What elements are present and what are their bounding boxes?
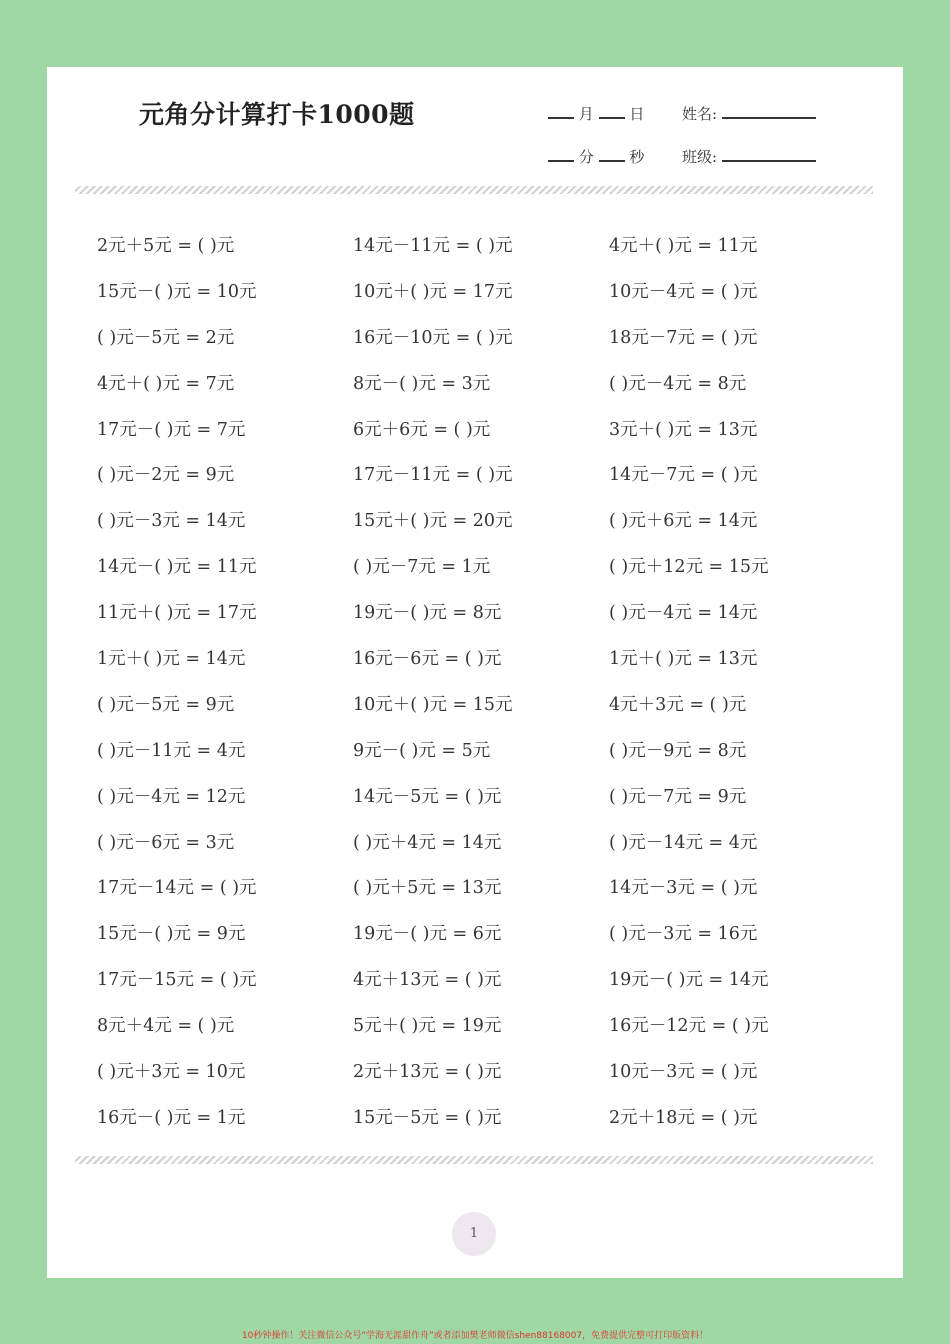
footer-notice: 10秒钟操作！关注微信公众号“学海无涯甜作舟”或者添加樊老师微信shen88168007，免费提供完整可打印版资料！ (241, 1331, 709, 1341)
day-label: 日 (629, 105, 645, 123)
class-label: 班级: (682, 148, 718, 166)
problem-item: 4元＋( )元 = 11元 (609, 236, 758, 256)
second-blank (599, 160, 625, 162)
problem-item: ( )元－5元 = 9元 (97, 694, 235, 715)
problem-item: ( )元－4元 = 12元 (97, 786, 246, 807)
problem-item: ( )元－6元 = 3元 (97, 832, 235, 853)
problem-item: ( )元－14元 = 4元 (609, 832, 758, 853)
problem-item: 18元－7元 = ( )元 (609, 327, 758, 348)
problem-item: 4元＋13元 = ( )元 (353, 970, 502, 991)
name-label: 姓名: (682, 105, 718, 123)
problem-item: 15元－( )元 = 10元 (97, 281, 257, 302)
worksheet-page (47, 67, 903, 1278)
problem-item: 2元＋18元 = ( )元 (609, 1107, 758, 1128)
problem-item: 16元－( )元 = 1元 (97, 1107, 246, 1128)
class-field (682, 146, 816, 167)
problem-item: 2元＋13元 = ( )元 (353, 1062, 502, 1083)
problem-item: ( )元－3元 = 14元 (97, 511, 246, 532)
problem-item: ( )元－4元 = 8元 (609, 373, 747, 394)
problem-item: 11元＋( )元 = 17元 (97, 603, 257, 624)
date-field (548, 103, 644, 124)
bottom-divider (75, 1156, 873, 1164)
problem-item: 8元＋4元 = ( )元 (97, 1016, 235, 1037)
problem-item: 19元－( )元 = 6元 (353, 924, 502, 945)
problem-item: 5元＋( )元 = 19元 (353, 1016, 502, 1037)
class-blank (722, 160, 816, 162)
problem-item: 14元－11元 = ( )元 (353, 236, 513, 256)
problem-item: ( )元－9元 = 8元 (609, 740, 747, 761)
problem-item: ( )元＋5元 = 13元 (353, 878, 502, 899)
problem-item: 16元－6元 = ( )元 (353, 649, 502, 670)
month-label: 月 (578, 105, 594, 123)
problem-item: 4元＋3元 = ( )元 (609, 694, 747, 715)
problem-item: 19元－( )元 = 14元 (609, 970, 769, 991)
problem-item: 15元－( )元 = 9元 (97, 924, 246, 945)
problem-item: 15元－5元 = ( )元 (353, 1107, 502, 1128)
problem-item: 10元＋( )元 = 15元 (353, 694, 513, 715)
problem-item: 2元＋5元 = ( )元 (97, 236, 235, 256)
problem-item: ( )元＋4元 = 14元 (353, 832, 502, 853)
problem-item: 15元＋( )元 = 20元 (353, 511, 513, 532)
problem-item: 19元－( )元 = 8元 (353, 603, 502, 624)
problem-item: ( )元＋3元 = 10元 (97, 1062, 246, 1083)
name-field (682, 103, 816, 124)
problem-item: ( )元＋12元 = 15元 (609, 557, 769, 578)
problem-item: 16元－12元 = ( )元 (609, 1016, 769, 1037)
name-blank (722, 117, 816, 119)
problem-item: 17元－11元 = ( )元 (353, 465, 513, 486)
problem-item: 16元－10元 = ( )元 (353, 327, 513, 348)
top-divider (75, 186, 873, 194)
problem-item: 14元－7元 = ( )元 (609, 465, 758, 486)
problem-item: 14元－( )元 = 11元 (97, 557, 257, 578)
minute-label: 分 (578, 148, 594, 166)
problem-item: 10元－4元 = ( )元 (609, 281, 758, 302)
problem-item: ( )元－3元 = 16元 (609, 924, 758, 945)
problem-item: 1元＋( )元 = 14元 (97, 649, 246, 670)
problem-item: 10元＋( )元 = 17元 (353, 281, 513, 302)
problem-item: 17元－14元 = ( )元 (97, 878, 257, 899)
second-label: 秒 (629, 148, 645, 166)
problem-item: ( )元－7元 = 1元 (353, 557, 491, 578)
month-blank (548, 117, 574, 119)
problem-item: 14元－3元 = ( )元 (609, 878, 758, 899)
problem-item: ( )元＋6元 = 14元 (609, 511, 758, 532)
problem-item: 9元－( )元 = 5元 (353, 740, 491, 761)
problem-item: 14元－5元 = ( )元 (353, 786, 502, 807)
problem-item: ( )元－2元 = 9元 (97, 465, 235, 486)
problem-item: 17元－15元 = ( )元 (97, 970, 257, 991)
day-blank (599, 117, 625, 119)
problem-item: 10元－3元 = ( )元 (609, 1062, 758, 1083)
problem-item: ( )元－4元 = 14元 (609, 603, 758, 624)
worksheet-title: 元角分计算打卡1000题 (139, 100, 415, 129)
problem-item: 17元－( )元 = 7元 (97, 419, 246, 440)
minute-blank (548, 160, 574, 162)
problem-item: ( )元－7元 = 9元 (609, 786, 747, 807)
page-number: 1 (452, 1212, 496, 1256)
problem-item: ( )元－11元 = 4元 (97, 740, 246, 761)
problem-item: ( )元－5元 = 2元 (97, 327, 235, 348)
problem-item: 8元－( )元 = 3元 (353, 373, 491, 394)
problem-item: 4元＋( )元 = 7元 (97, 373, 235, 394)
problem-item: 1元＋( )元 = 13元 (609, 649, 758, 670)
problem-item: 6元＋6元 = ( )元 (353, 419, 491, 440)
problem-grid (97, 227, 857, 1145)
problem-item: 3元＋( )元 = 13元 (609, 419, 758, 440)
time-field (548, 146, 644, 167)
